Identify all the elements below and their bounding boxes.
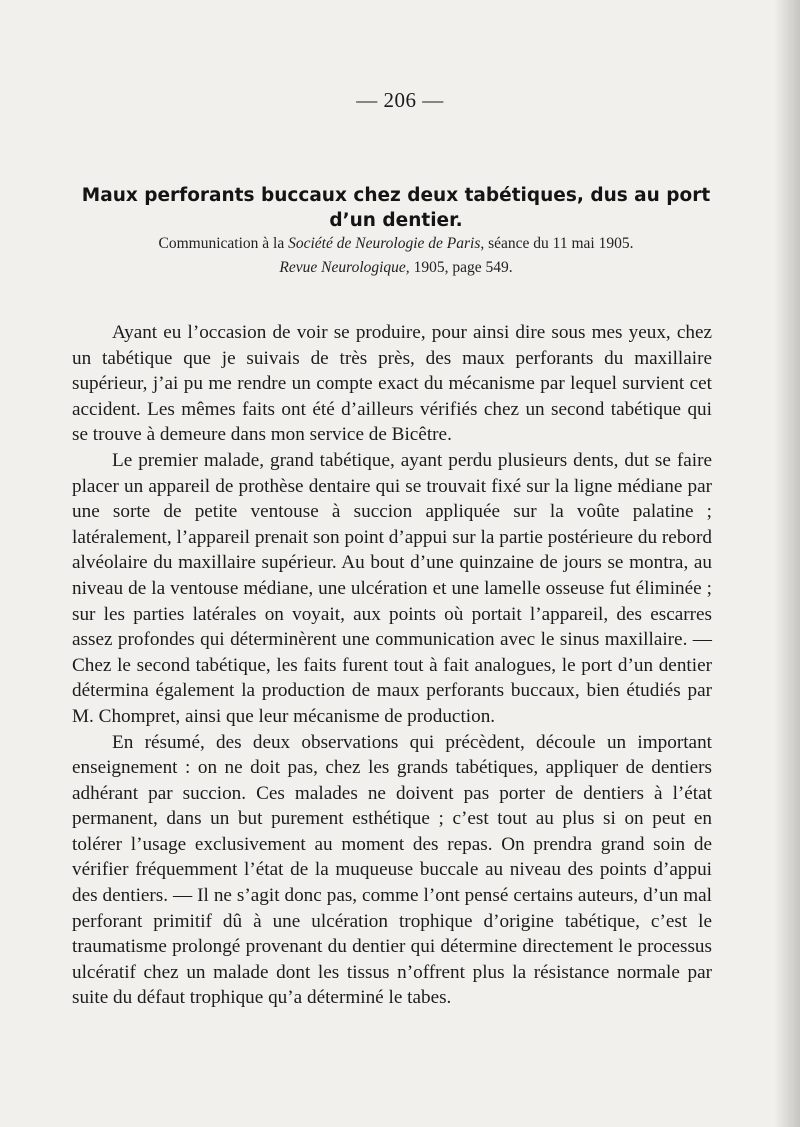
article-body [72, 320, 712, 1011]
paragraph-2: Le premier malade, grand tabétique, ayant perdu plusieurs dents, dut se faire placer un appareil de prothèse dentaire qui se trouvait fixé sur la ligne médiane par une sorte de petite ventouse à succion appliquée sur la voûte palatine ; latéralement, l’appareil prenait son point d’appui sur la partie postérieure du rebord alvéolaire du maxillaire supérieur. Au bout d’une quinzaine de jours se montra, au niveau de la ventouse médiane, une ulcération et une lamelle osseuse fut éliminée ; sur les parties latérales on voyait, aux points où portait l’appareil, des escarres assez profondes qui déterminèrent une communication avec le sinus maxillaire. — Chez le second tabétique, les faits furent tout à fait analogues, le port d’un dentier détermina également la production de maux perforants buccaux, bien étudiés par M. Chompret, ainsi que leur mécanisme de production. [72, 449, 712, 727]
paragraph-3: En résumé, des deux observations qui précèdent, découle un important enseignement : on ne doit pas, chez les grands tabétiques, appliquer de dentiers adhérant par succion. Ces malades ne doivent pas porter de dentiers à l’état permanent, dans un but purement esthétique ; c’est tout au plus si on peut en tolérer l’usage exclusivement au moment des repas. On prendra grand soin de vérifier fréquemment l’état de la muqueuse buccale au niveau des points d’appui des dentiers. — Il ne s’agit donc pas, comme l’ont pensé certains auteurs, d’un mal perforant primitif dû à une ulcération trophique d’origine tabétique, c’est le traumatisme prolongé provenant du dentier qui détermine directement le processus ulcératif chez un malade dont les tissus n’offrent plus la résistance normale par suite du défaut trophique qu’a déterminé le tabes. [72, 731, 712, 1009]
society-name: Société de Neurologie de Paris [288, 235, 481, 252]
page-number: — 206 — [356, 88, 444, 112]
session-date: , séance du 11 mai 1905. [480, 235, 634, 252]
article-title: Maux perforants buccaux chez deux tabétiques, dus au port d’un dentier. [81, 185, 711, 231]
source-line-1 [66, 234, 726, 254]
page-edge-shadow [774, 0, 800, 1127]
source-prefix: Communication à la [158, 235, 285, 252]
source-line-2 [66, 258, 726, 278]
journal-name: Revue Neurologique, [279, 259, 410, 276]
journal-reference: 1905, page 549. [409, 259, 513, 276]
paragraph-1: Ayant eu l’occasion de voir se produire, pour ainsi dire sous mes yeux, chez un tabétique que je suivais de très près, des maux perforants du maxillaire supérieur, j’ai pu me rendre un compte exact du mécanisme par lequel survient cet accident. Les mêmes faits ont été d’ailleurs vérifiés chez un second tabétique qui se trouve à demeure dans mon service de Bicêtre. [72, 322, 712, 446]
